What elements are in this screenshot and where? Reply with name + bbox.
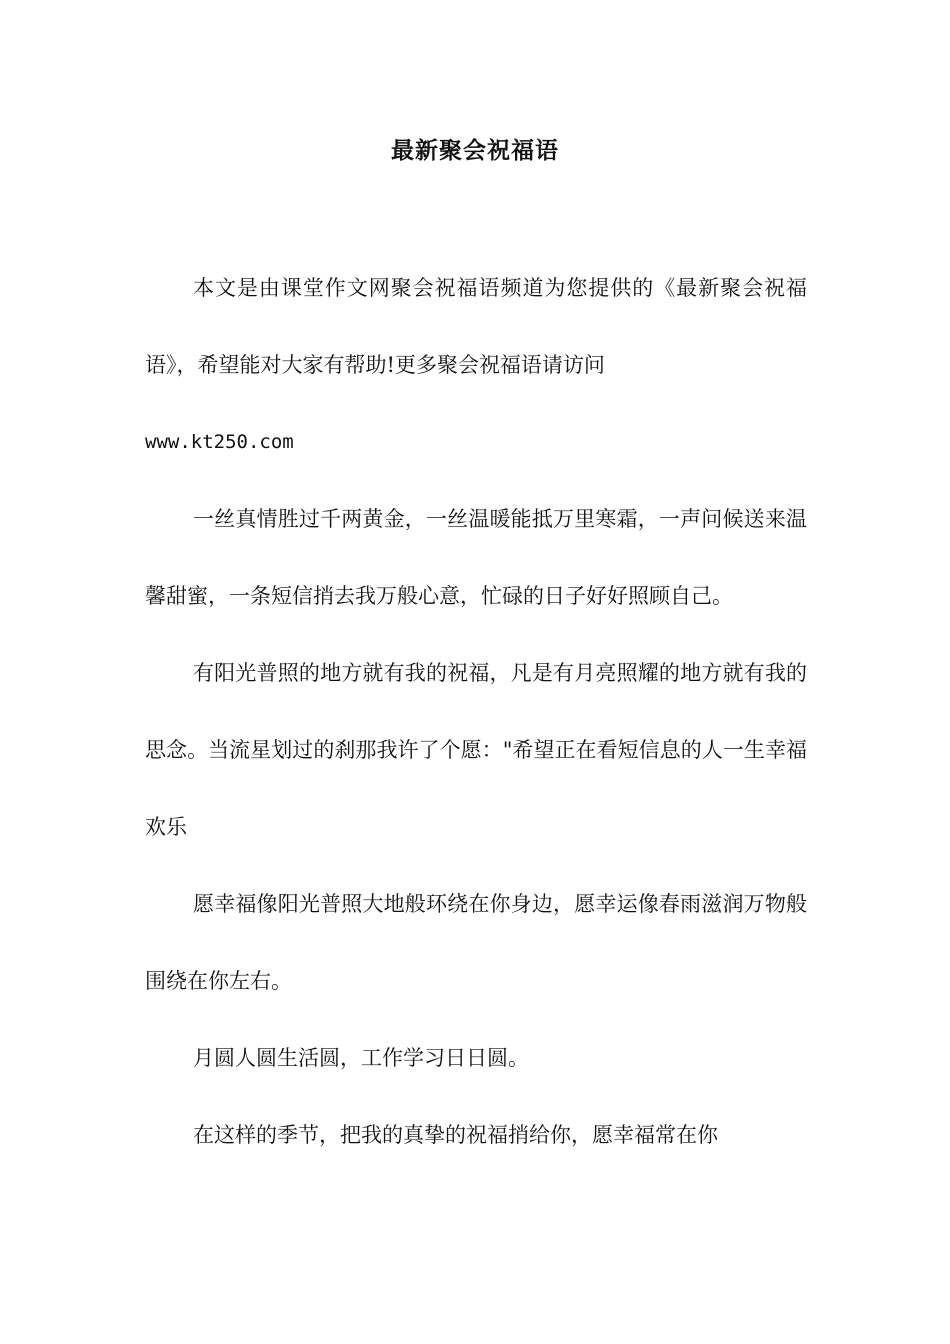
document-body [145,250,807,1174]
paragraph-4: 月圆人圆生活圆，工作学习日日圆。 [193,1046,529,1070]
intro-paragraph: 本文是由课堂作文网聚会祝福语频道为您提供的《最新聚会祝福语》，希望能对大家有帮助!更多聚会祝福语请访问 [145,276,807,377]
paragraph-2: 有阳光普照的地方就有我的祝福，凡是有月亮照耀的地方就有我的思念。当流星划过的刹那我许了个愿："希望正在看短信息的人一生幸福欢乐 [145,661,807,839]
paragraph-1: 一丝真情胜过千两黄金，一丝温暖能抵万里寒霜，一声问候送来温馨甜蜜，一条短信捎去我万般心意，忙碌的日子好好照顾自己。 [145,507,807,608]
paragraph-5: 在这样的季节，把我的真挚的祝福捎给你，愿幸福常在你 [193,1123,718,1147]
document-title: 最新聚会祝福语 [391,137,559,164]
website-url: www.kt250.com [145,431,294,453]
paragraph-3: 愿幸福像阳光普照大地般环绕在你身边，愿幸运像春雨滋润万物般围绕在你左右。 [145,892,807,993]
